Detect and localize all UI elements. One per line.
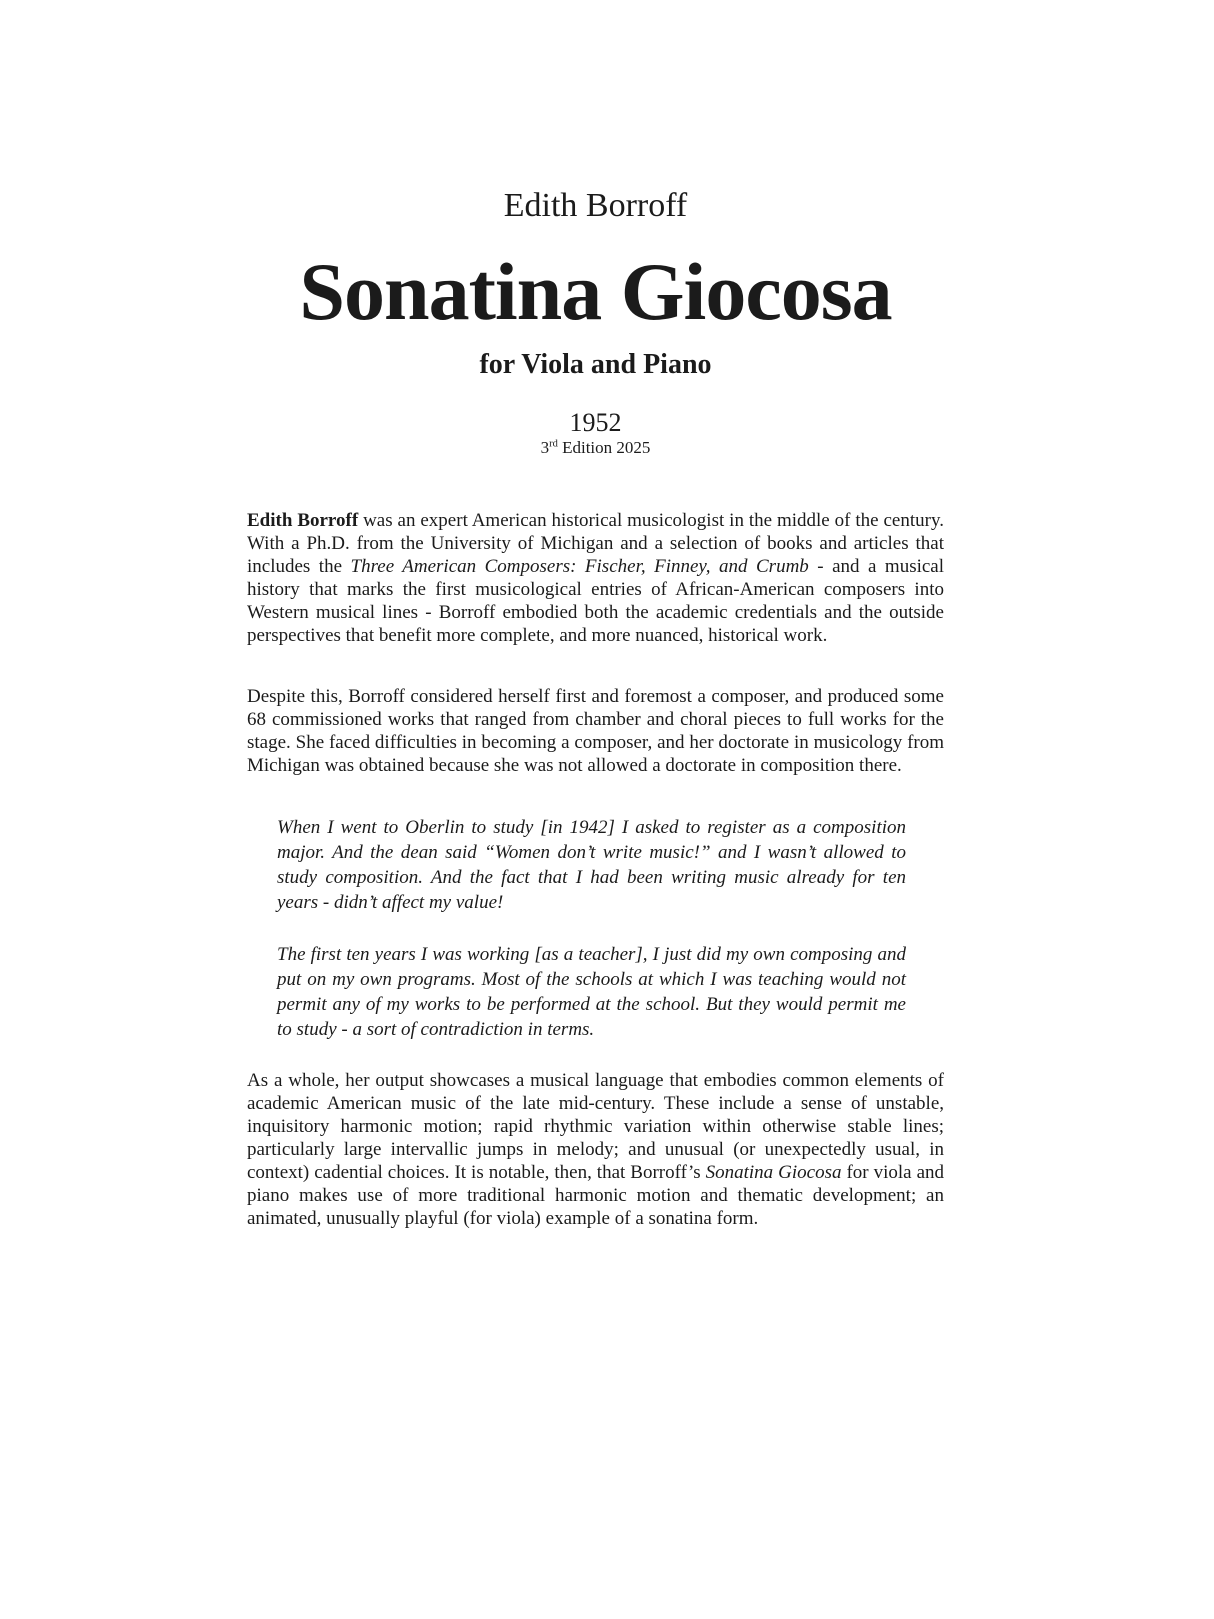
body-paragraph: [247, 685, 944, 777]
instrumentation-subtitle: for Viola and Piano: [479, 348, 712, 380]
content-column: [247, 0, 944, 1230]
body-paragraph: [247, 509, 944, 647]
text-run: was an expert American historical musicologist in the middle of the century. With a Ph.D. from the University of Michigan and a selection of books and articles that includes the: [247, 509, 944, 577]
text-run: As a whole, her output showcases a musical language that embodies common elements of academic American music of the late mid-century. These include a sense of unstable, inquisitory harmonic motion; rapid rhythmic variation within otherwise stable lines; particularly large intervallic jumps in melody; and unusual (or unexpectedly usual, in context) cadential choices. It is notable, then, that Borroff’s: [247, 1069, 944, 1183]
composition-year: 1952: [569, 407, 622, 437]
edition-number: 3: [540, 438, 550, 458]
composer-name: Edith Borroff: [503, 187, 688, 224]
body-paragraph: [247, 1069, 944, 1230]
text-run: for viola and piano makes use of more traditional harmonic motion and thematic development; an animated, unusually playful (for viola) example of a sonatina form.: [247, 1161, 945, 1229]
text-run: Edith Borroff: [247, 509, 359, 531]
text-run: Sonatina Giocosa: [705, 1161, 842, 1183]
edition-label: Edition 2025: [557, 438, 651, 458]
text-run: When I went to Oberlin to study [in 1942] I asked to register as a composition major. And the dean said “Women don’t write music!” and I wasn’t allowed to study composition. And the fact that I had been writing music already for ten years - didn’t affect my value!: [277, 816, 906, 913]
title-block: [247, 0, 944, 459]
text-run: Despite this, Borroff considered herself first and foremost a composer, and produced some 68 commissioned works that ranged from chamber and choral pieces to full works for the stage. She faced difficulties in becoming a composer, and her doctorate in musicology from Michigan was obtained because she was not allowed a doctorate in composition there.: [247, 685, 944, 776]
quote-paragraph: [277, 815, 906, 915]
piece-title: Sonatina Giocosa: [299, 245, 892, 337]
quote-paragraph: [277, 942, 906, 1042]
text-run: The first ten years I was working [as a teacher], I just did my own composing and put on my own programs. Most of the schools at which I was teaching would not permit any of my works to be performed at the school. But they would permit me to study - a sort of contradiction in terms.: [277, 943, 906, 1040]
text-run: Three American Composers: Fischer, Finney, and Crumb: [350, 555, 809, 577]
edition-line: [247, 438, 944, 458]
introduction-text: [247, 509, 944, 1230]
edition-ordinal-suffix: rd: [549, 438, 558, 450]
text-run: - and a musical history that marks the first musicological entries of African-American composers into Western musical lines - Borroff embodied both the academic credentials and the outside perspectives that benefit more complete, and more nuanced, historical work.: [247, 555, 945, 646]
